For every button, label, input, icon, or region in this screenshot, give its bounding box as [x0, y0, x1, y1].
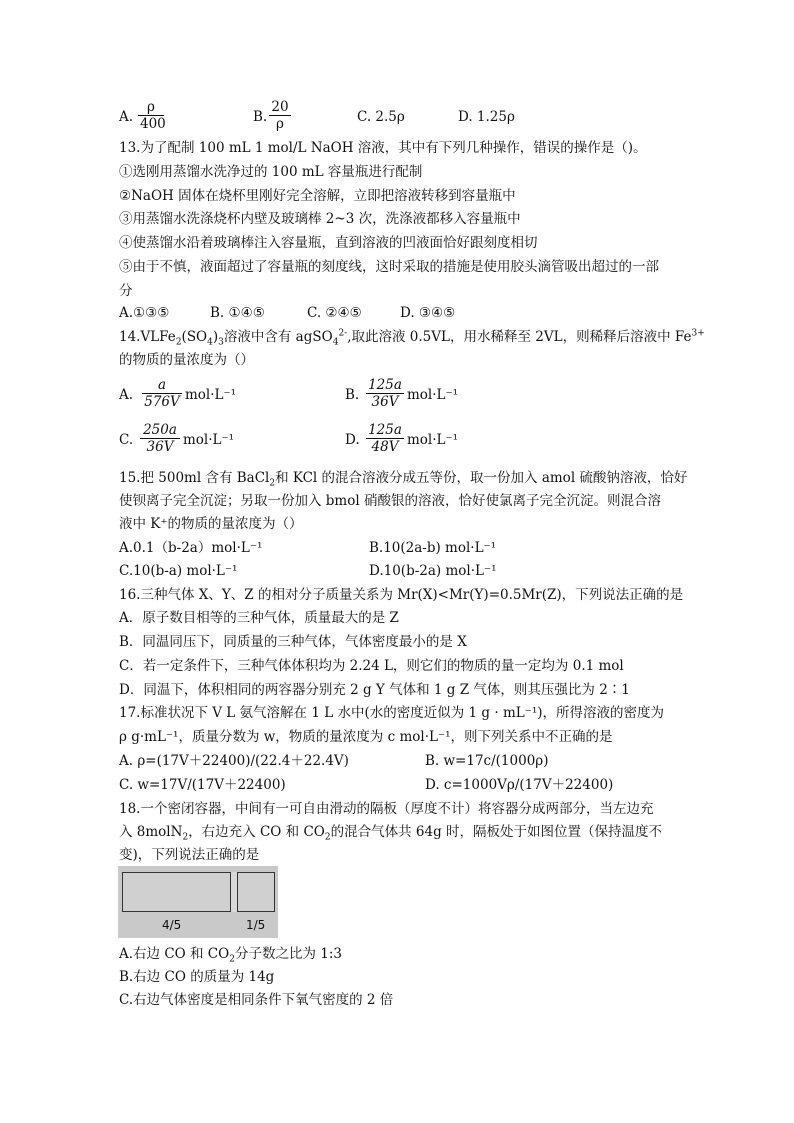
- fraction-numerator: 250a: [140, 422, 180, 439]
- q17-option-c: C. w=17V/(17V＋22400): [119, 777, 286, 793]
- q15-stem-line3: 液中 K⁺的物质的量浓度为（）: [119, 516, 303, 532]
- q14-option-c-unit: mol·L⁻¹: [183, 432, 235, 448]
- q14-option-d-unit: mol·L⁻¹: [407, 432, 459, 448]
- q16-option-d: D．同温下，体积相同的两容器分别充 2 g Y 气体和 1 g Z 气体，则其压强比为 2∶1: [119, 682, 630, 698]
- q13-option-a: A.①③⑤: [119, 305, 170, 321]
- q15-option-a: A.0.1（b-2a）mol·L⁻¹: [119, 540, 263, 556]
- q13-item-5: ⑤由于不慎，液面超过了容量瓶的刻度线，这时采取的措施是使用胶头滴管吸出超过的一部: [119, 259, 659, 275]
- q13-option-c: C. ②④⑤: [307, 305, 362, 321]
- q13-stem: 13.为了配制 100 mL 1 mol/L NaOH 溶液，其中有下列几种操作，错误的操作是（)。: [119, 140, 647, 156]
- fraction-numerator: a: [142, 377, 182, 394]
- left-fraction-label: 4/5: [162, 918, 182, 932]
- q17-option-d: D. c=1000Vρ/(17V＋22400): [425, 777, 614, 793]
- q15-option-c: C.10(b-a) mol·L⁻¹: [119, 563, 238, 579]
- q17-stem-line2: ρ g·mL⁻¹，质量分数为 w，物质的量浓度为 c mol·L⁻¹，则下列关系中不正确的是: [119, 729, 613, 745]
- q18-option-c: C.右边气体密度是相同条件下氧气密度的 2 倍: [119, 992, 394, 1008]
- q14-option-a-label: A.: [119, 387, 134, 403]
- q13-option-d: D. ③④⑤: [400, 305, 456, 321]
- q14-stem: $14.VLFe_2(SO_4)_3$溶液中含有 agSO$_4^{2-}$,取此溶液 0.5VL，用水稀释至 2VL，则稀释后溶液中 $Fe^{3+}$: [119, 328, 705, 348]
- fraction-numerator: 20: [269, 99, 291, 116]
- right-fraction-label: 1/5: [246, 918, 266, 932]
- container-diagram: [118, 866, 278, 938]
- q16-option-c: C．若一定条件下，三种气体体积均为 2.24 L，则它们的物质的量一定均为 0.1 mol: [119, 658, 624, 674]
- q13-item-3: ③用蒸馏水洗涤烧杯内壁及玻璃棒 2~3 次，洗涤液都移入容量瓶中: [119, 211, 521, 227]
- q12-option-b-label: B.: [253, 109, 268, 125]
- q14-option-b-unit: mol·L⁻¹: [407, 387, 459, 403]
- q12-option-b-fraction: [269, 99, 291, 132]
- q14-option-d-fraction: [366, 422, 404, 455]
- q18-option-a: A.右边 CO 和 $CO_2$分子数之比为 1:3: [119, 946, 342, 965]
- q13-option-b: B. ①④⑤: [210, 305, 265, 321]
- q16-option-b: B．同温同压下，同质量的三种气体，气体密度最小的是 X: [119, 634, 467, 650]
- q18-stem: 18.一个密闭容器，中间有一可自由滑动的隔板（厚度不计）将容器分成两部分，当左边充: [119, 801, 654, 817]
- q13-item-5-cont: 分: [119, 283, 133, 299]
- q14-option-b-label: B.: [345, 387, 360, 403]
- q14-option-a-fraction: [142, 377, 182, 410]
- fraction-numerator: 125a: [366, 377, 404, 394]
- q17-option-b: B. w=17c/(1000ρ): [425, 753, 549, 769]
- q17-option-a: A. ρ=(17V＋22400)/(22.4＋22.4V): [119, 753, 349, 769]
- fraction-denominator: 36V: [146, 439, 174, 455]
- fraction-denominator: 576V: [144, 394, 180, 410]
- q16-option-a: A．原子数目相等的三种气体，质量最大的是 Z: [119, 610, 399, 626]
- container-box: [122, 872, 275, 912]
- q18-option-b: B.右边 CO 的质量为 14g: [119, 969, 275, 985]
- q17-stem: 17.标准状况下 V L 氨气溶解在 1 L 水中(水的密度近似为 1 g · mL⁻¹)，所得溶液的密度为: [119, 705, 665, 721]
- q12-option-d: D. 1.25ρ: [458, 109, 515, 125]
- q15-option-b: B.10(2a-b) mol·L⁻¹: [369, 540, 497, 556]
- q18-stem-line2: 入 8molN$_2$，右边充入 CO 和 $CO_2$的混合气体共 64g 时，隔板处于如图位置（保持温度不: [119, 824, 662, 843]
- q12-option-c: C. 2.5ρ: [357, 109, 405, 125]
- q14-option-b-fraction: [366, 377, 404, 410]
- q16-stem: 16.三种气体 X、Y、Z 的相对分子质量关系为 Mr(X)<Mr(Y)=0.5Mr(Z)，下列说法正确的是: [119, 587, 684, 603]
- q13-item-1: ①选刚用蒸馏水洗净过的 100 mL 容量瓶进行配制: [119, 164, 423, 180]
- q14-option-c-fraction: [140, 422, 180, 455]
- q13-item-2: ②NaOH 固体在烧杯里刚好完全溶解，立即把溶液转移到容量瓶中: [119, 188, 516, 204]
- q15-option-d: D.10(b-2a) mol·L⁻¹: [369, 563, 497, 579]
- q15-stem: 15.把 500ml 含有 BaCl$_2$和 KCl 的混合溶液分成五等份，取一份加入 amol 硫酸钠溶液，恰好: [119, 470, 688, 489]
- fraction-denominator: 400: [140, 116, 166, 132]
- fraction-numerator: 125a: [366, 422, 404, 439]
- q14-option-d-label: D.: [345, 432, 360, 448]
- fraction-denominator: ρ: [276, 116, 284, 132]
- q14-stem-line2: 的物质的量浓度为（）: [119, 352, 254, 368]
- q13-item-4: ④使蒸馏水沿着玻璃棒注入容量瓶，直到溶液的凹液面恰好跟刻度相切: [119, 235, 538, 251]
- q12-option-a-label: A.: [119, 109, 134, 125]
- q15-stem-line2: 使钡离子完全沉淀；另取一份加入 bmol 硝酸银的溶液，恰好使氯离子完全沉淀。则混合溶: [119, 493, 661, 509]
- fraction-numerator: ρ: [138, 99, 164, 116]
- fraction-denominator: 36V: [371, 394, 399, 410]
- fraction-denominator: 48V: [371, 439, 399, 455]
- q14-option-c-label: C.: [119, 432, 134, 448]
- q12-option-a-fraction: [138, 99, 164, 132]
- q18-stem-line3: 变)，下列说法正确的是: [119, 847, 260, 863]
- q14-option-a-unit: mol·L⁻¹: [185, 387, 237, 403]
- sliding-partition: [230, 872, 238, 912]
